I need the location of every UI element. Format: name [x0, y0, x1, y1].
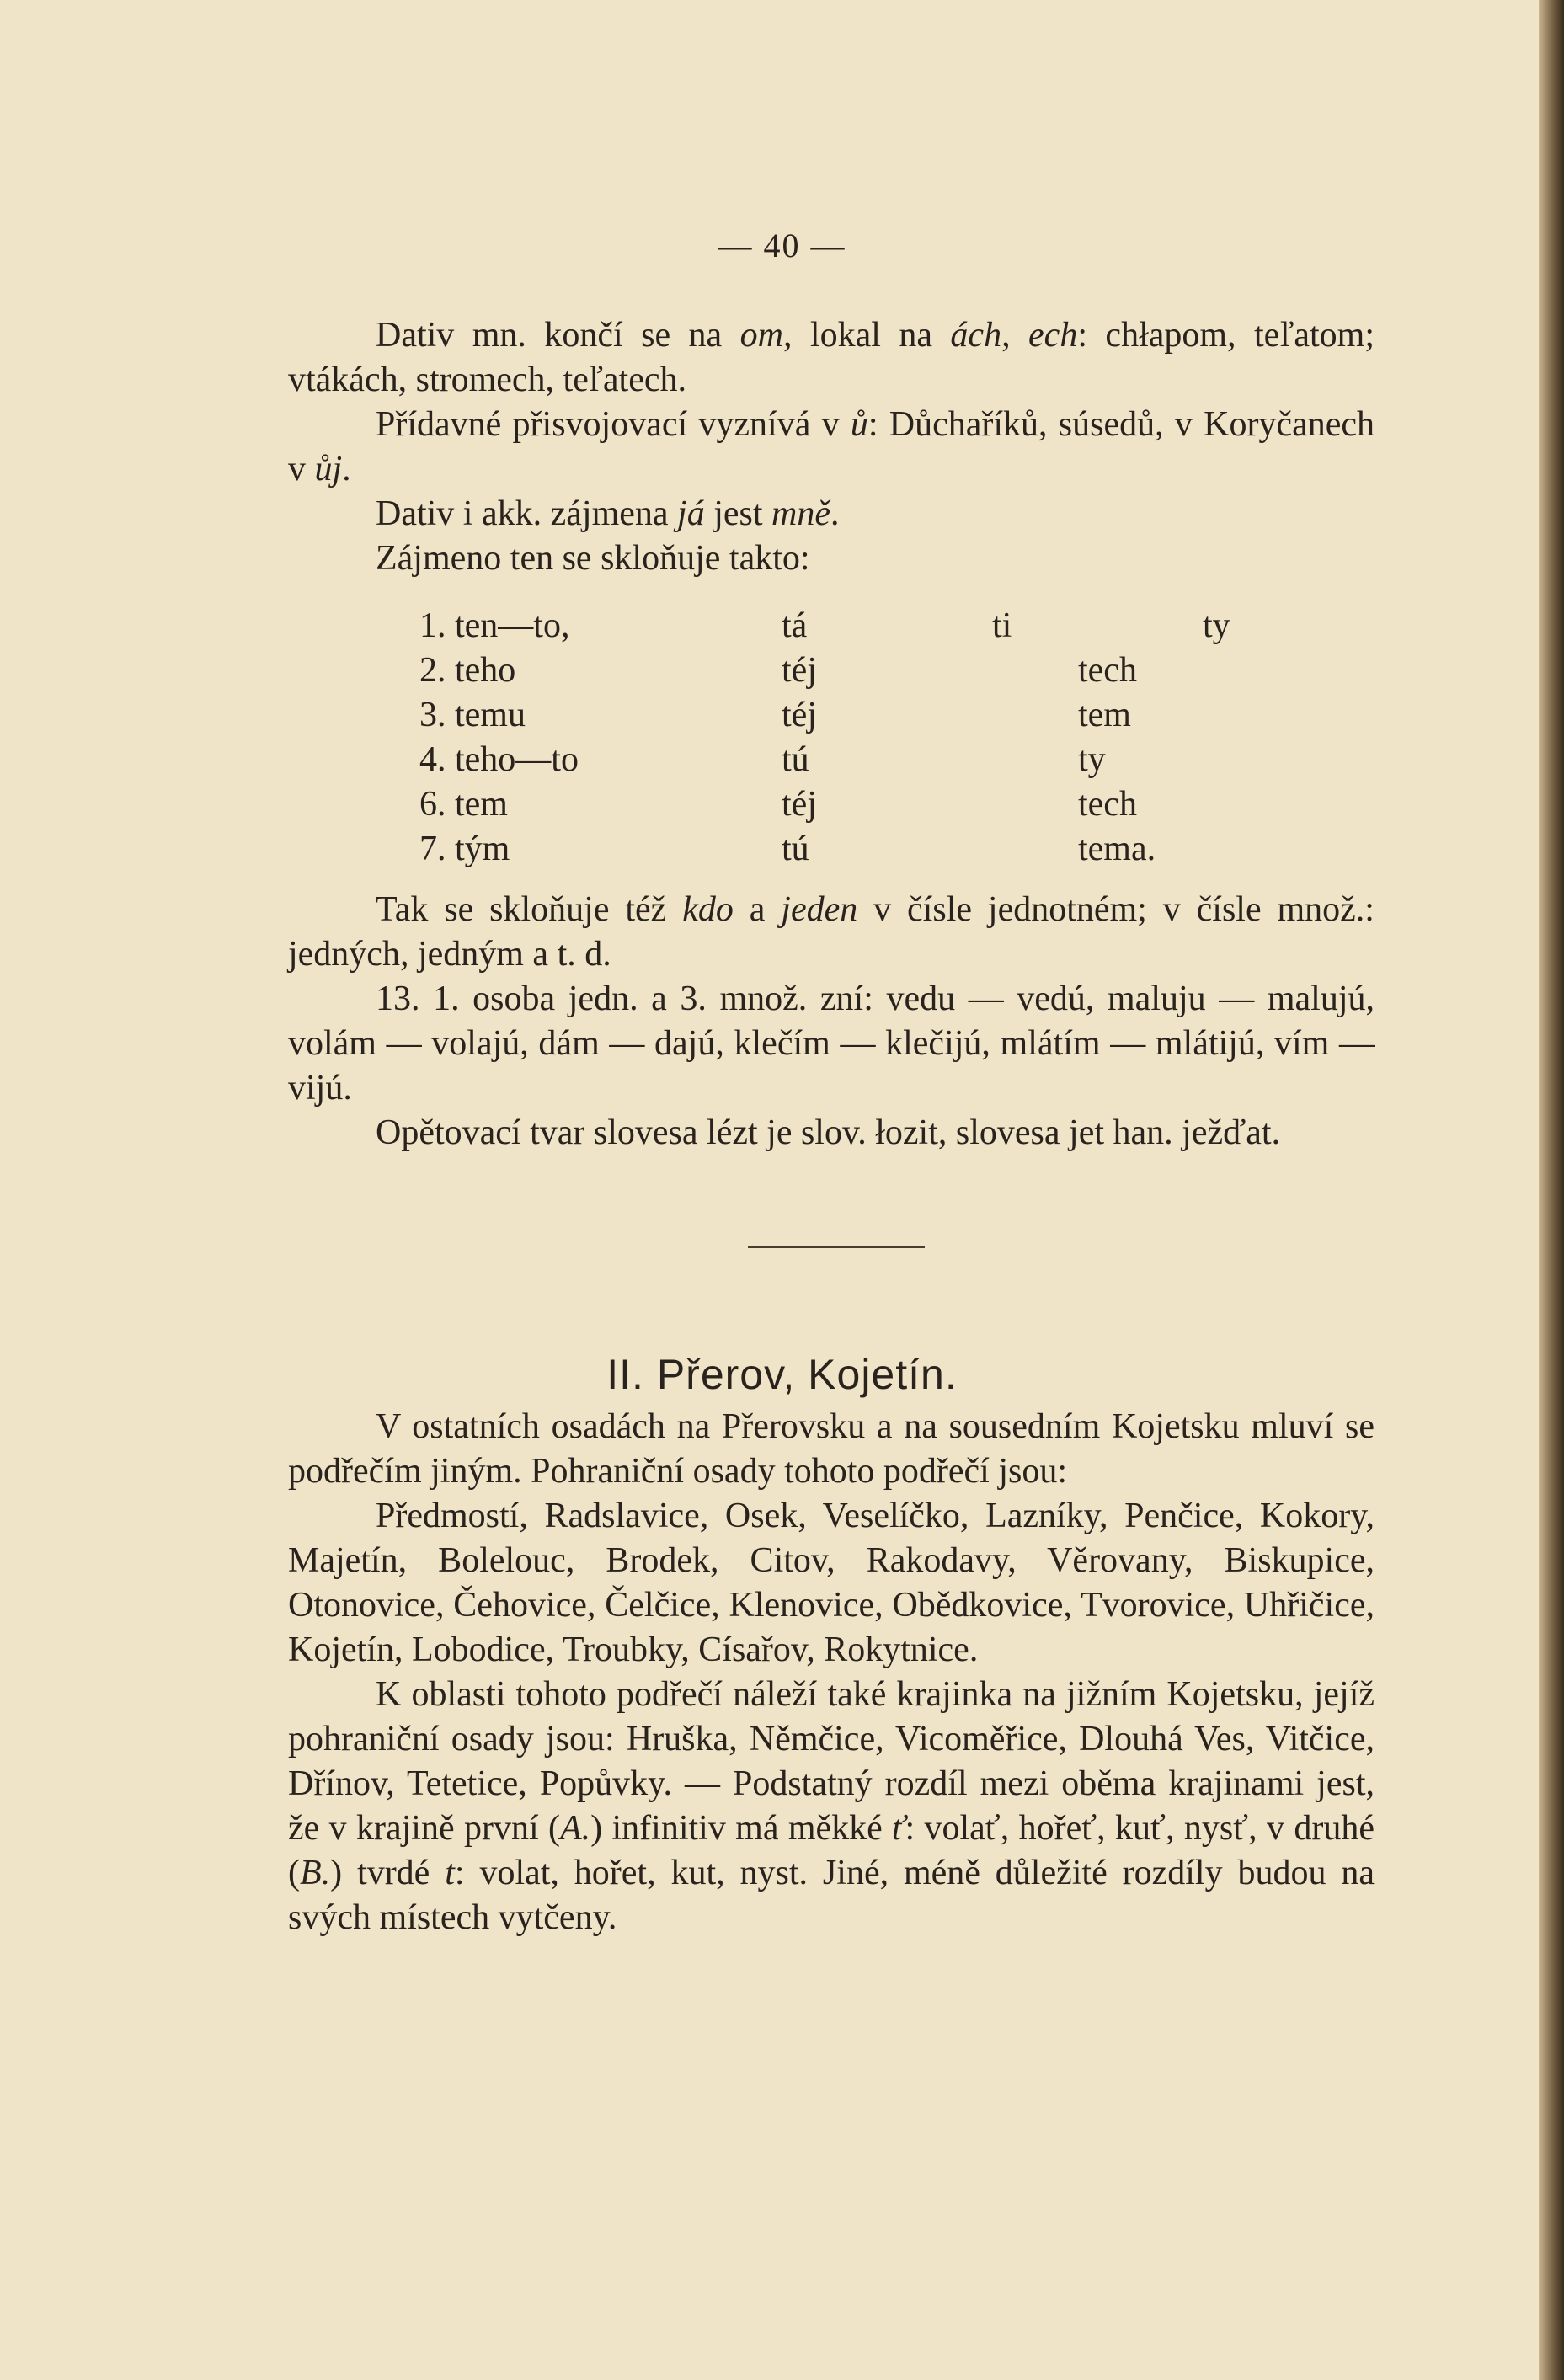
paragraph-dativ-akk: Dativ i akk. zájmena já jest mně. [376, 494, 840, 533]
paragraph-oblasti: K oblasti tohoto podřečí náleží také krajinka na jižním Kojetsku, jejíž pohraniční osady jsou: Hruška, Němčice, Vicoměřice, Dlouhá Ves, Vitčice, Dřínov, Tetetice, Popůvky. — Podstatný rozdíl mezi oběma krajinami jest, že v krajině první (A.) infinitiv má měkké ť: volať, hořeť, kuť, nysť, v druhé (B.) tvrdé t: volat, hořet, kut, nyst. Jiné, méně důležité rozdíly budou na svých místech vytčeny. [288, 1675, 1375, 1937]
paragraph-zajmeno: Zájmeno ten se skloňuje takto: [376, 539, 810, 578]
paragraph-ostatnich: V ostatních osadách na Přerovsku a na sousedním Kojetsku mluví se podřečím jiným. Pohraniční osady tohoto podřečí jsou: [288, 1407, 1375, 1491]
paragraph-sklonuje: Tak se skloňuje též kdo a jeden v čísle jednotném; v čísle množ.: jedných, jedným a t. d. [288, 890, 1375, 974]
section-divider [748, 1246, 925, 1248]
paragraph-opetovaci: Opětovací tvar slovesa lézt je slov. łozit, slovesa jet han. ježďat. [376, 1113, 1281, 1152]
middle-text-block [288, 888, 1375, 1155]
section-text-block [288, 1405, 1375, 1940]
paragraph-dativ: Dativ mn. končí se na om, lokal na ách, ech: chłapom, teľatom; vtákách, stromech, teľatech. [288, 316, 1375, 399]
paragraph-pridavne: Přídavné přisvojovací vyznívá v ů: Důchaříků, súsedů, v Koryčanech v ůj. [288, 405, 1375, 488]
top-text-block [288, 313, 1375, 581]
section-heading: II. Přerov, Kojetín. [606, 1351, 958, 1398]
paragraph-osoba: 13. 1. osoba jedn. a 3. množ. zní: vedu — vedú, maluju — malujú, volám — volajú, dám — dajú, klečím — klečijú, mlátím — mlátijú, vím — vijú. [288, 979, 1375, 1107]
paragraph-villages: Předmostí, Radslavice, Osek, Veselíčko, Lazníky, Penčice, Kokory, Majetín, Bolelouc, Brodek, Citov, Rakodavy, Věrovany, Biskupice, Otonovice, Čehovice, Čelčice, Klenovice, Obědkovice, Tvorovice, Uhřičice, Kojetín, Lobodice, Troubky, Císařov, Rokytnice. [288, 1497, 1375, 1669]
page-edge [1539, 0, 1564, 2380]
page-number: — 40 — [718, 227, 846, 264]
